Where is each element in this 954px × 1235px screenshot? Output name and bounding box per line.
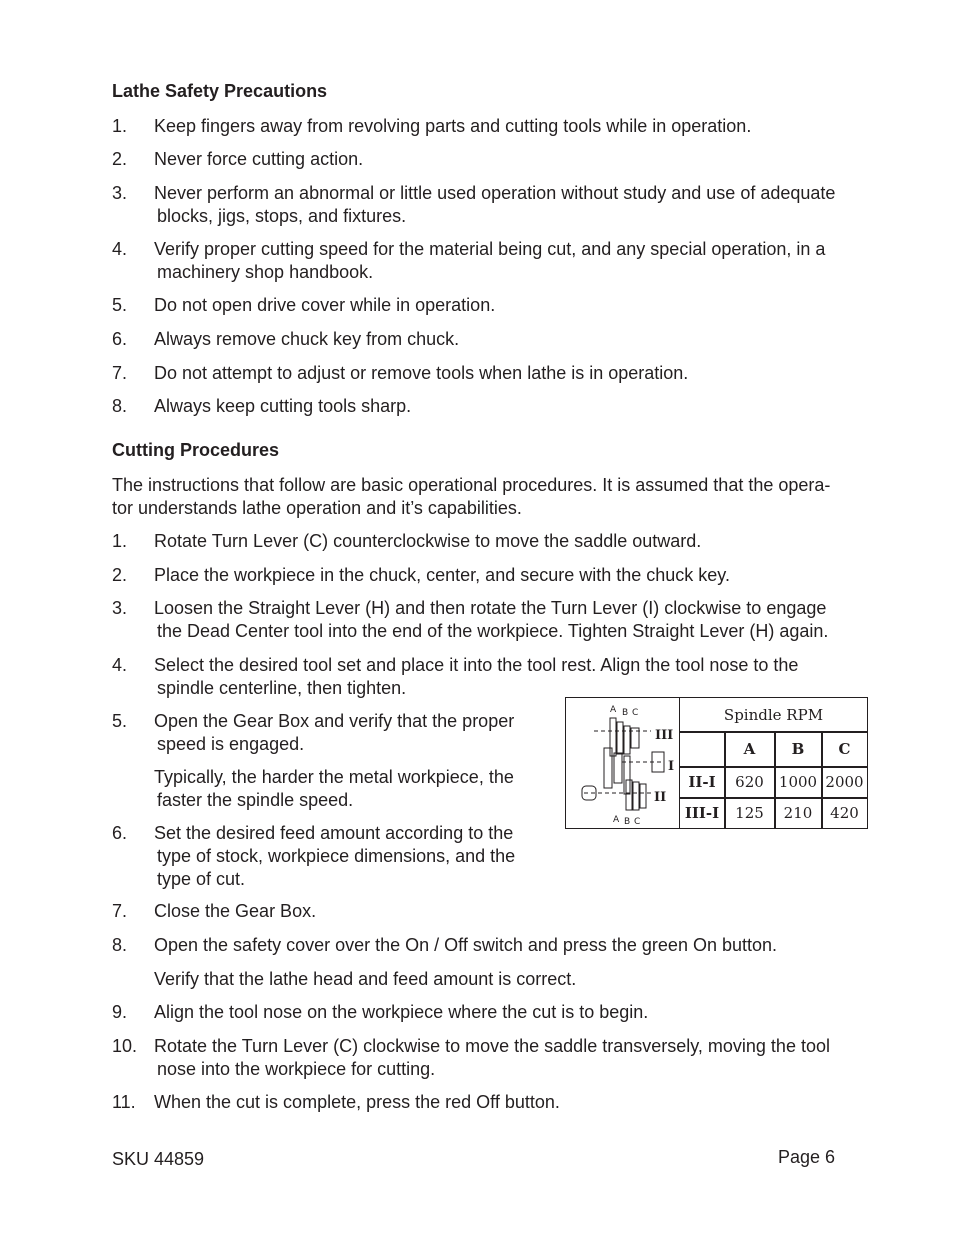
- item-number: 3.: [112, 598, 128, 618]
- item-text: [154, 362, 688, 385]
- gear-label-c-top: C: [632, 708, 639, 718]
- cutting-intro: [112, 474, 872, 520]
- item-line: Typically, the harder the metal workpiece, the: [154, 767, 514, 787]
- item-line: Always keep cutting tools sharp.: [154, 396, 412, 416]
- shaft-label-i: I: [668, 759, 675, 774]
- item-text: [154, 395, 411, 418]
- item-number: 2.: [112, 149, 128, 169]
- item-text: [154, 968, 576, 991]
- item-line: Close the Gear Box.: [154, 901, 317, 921]
- item-text: [154, 766, 514, 812]
- col-header-a: A: [743, 740, 756, 758]
- item-line: When the cut is complete, press the red Off button.: [154, 1092, 560, 1112]
- shaft-label-iii: III: [655, 728, 674, 743]
- rpm-value: 420: [830, 804, 859, 822]
- item-line: machinery shop handbook.: [157, 262, 374, 282]
- item-line: faster the spindle speed.: [157, 790, 354, 810]
- item-number: 1.: [112, 531, 128, 551]
- item-text: [154, 822, 515, 891]
- intro-line: tor understands lathe operation and it’s capabilities.: [112, 498, 522, 518]
- gear-label-a-bottom: A: [613, 815, 620, 825]
- item-number: 9.: [112, 1002, 128, 1022]
- cutting-heading: Cutting Procedures: [112, 440, 280, 460]
- item-text: [154, 1035, 830, 1081]
- spindle-rpm-table: [565, 697, 868, 829]
- gear-label-a-top: A: [610, 705, 617, 715]
- item-text: [154, 294, 495, 317]
- item-line: Do not open drive cover while in operation.: [154, 295, 496, 315]
- item-number: 11.: [112, 1092, 136, 1112]
- gear-label-b-top: B: [622, 708, 629, 718]
- item-line: the Dead Center tool into the end of the workpiece. Tighten Straight Lever (H) again.: [157, 621, 829, 641]
- item-line: Never perform an abnormal or little used operation without study and use of adequate: [154, 183, 836, 203]
- col-header-c: C: [838, 740, 851, 758]
- item-number: 4.: [112, 655, 128, 675]
- rpm-value: 620: [735, 773, 764, 791]
- rpm-value: 210: [783, 804, 813, 822]
- item-line: Loosen the Straight Lever (H) and then rotate the Turn Lever (I) clockwise to engage: [154, 598, 827, 618]
- item-number: 6.: [112, 329, 128, 349]
- item-text: [154, 934, 777, 957]
- item-line: Rotate the Turn Lever (C) clockwise to move the saddle transversely, moving the tool: [154, 1036, 830, 1056]
- item-text: [154, 564, 730, 587]
- row-label-ii-i: II-I: [688, 773, 716, 791]
- item-text: [154, 710, 514, 756]
- item-line: Always remove chuck key from chuck.: [154, 329, 460, 349]
- item-line: Verify proper cutting speed for the material being cut, and any special operation, in a: [154, 239, 826, 259]
- shaft-label-ii: II: [654, 790, 667, 805]
- col-header-b: B: [791, 740, 805, 758]
- gear-label-c-bottom: C: [634, 817, 641, 827]
- intro-line: The instructions that follow are basic operational procedures. It is assumed that the opera-: [112, 475, 831, 495]
- rpm-title: Spindle RPM: [723, 705, 824, 724]
- item-text: [154, 1091, 560, 1114]
- item-line: Place the workpiece in the chuck, center, and secure with the chuck key.: [154, 565, 730, 585]
- gear-label-b-bottom: B: [624, 817, 631, 827]
- item-number: 7.: [112, 363, 128, 383]
- rpm-value: 2000: [825, 773, 864, 791]
- item-text: [154, 530, 701, 553]
- item-line: type of stock, workpiece dimensions, and the: [157, 846, 516, 866]
- item-number: 5.: [112, 295, 128, 315]
- item-number: 8.: [112, 396, 128, 416]
- item-text: [154, 654, 798, 700]
- item-text: [154, 182, 835, 228]
- item-line: Never force cutting action.: [154, 149, 364, 169]
- item-number: 4.: [112, 239, 128, 259]
- rpm-value: 125: [735, 804, 764, 822]
- item-number: 5.: [112, 711, 128, 731]
- item-text: [154, 1001, 648, 1024]
- footer-sku: SKU 44859: [112, 1149, 205, 1169]
- item-line: spindle centerline, then tighten.: [157, 678, 407, 698]
- item-number: 8.: [112, 935, 128, 955]
- item-line: Select the desired tool set and place it into the tool rest. Align the tool nose to the: [154, 655, 799, 675]
- item-number: 10.: [112, 1036, 138, 1056]
- row-label-iii-i: III-I: [684, 804, 720, 822]
- item-text: [154, 597, 828, 643]
- rpm-value: 1000: [778, 773, 818, 791]
- item-line: Open the Gear Box and verify that the proper: [154, 711, 515, 731]
- item-number: 7.: [112, 901, 128, 921]
- item-line: Rotate Turn Lever (C) counterclockwise to move the saddle outward.: [154, 531, 702, 551]
- safety-heading: Lathe Safety Precautions: [112, 81, 328, 101]
- item-number: 3.: [112, 183, 128, 203]
- item-line: Verify that the lathe head and feed amount is correct.: [154, 969, 577, 989]
- item-text: [154, 328, 459, 351]
- item-number: 2.: [112, 565, 128, 585]
- item-line: Do not attempt to adjust or remove tools when lathe is in operation.: [154, 363, 689, 383]
- item-line: blocks, jigs, stops, and fixtures.: [157, 206, 407, 226]
- item-text: [154, 238, 825, 284]
- item-line: Align the tool nose on the workpiece where the cut is to begin.: [154, 1002, 649, 1022]
- item-line: Keep fingers away from revolving parts and cutting tools while in operation.: [154, 116, 752, 136]
- item-number: 1.: [112, 116, 128, 136]
- item-line: nose into the workpiece for cutting.: [157, 1059, 436, 1079]
- item-line: Open the safety cover over the On / Off switch and press the green On button.: [154, 935, 778, 955]
- item-line: Set the desired feed amount according to the: [154, 823, 514, 843]
- item-number: 6.: [112, 823, 128, 843]
- rpm-grid: [680, 698, 867, 828]
- item-line: type of cut.: [157, 869, 246, 889]
- item-text: [154, 900, 316, 923]
- gear-train-figure: [566, 698, 679, 828]
- item-line: speed is engaged.: [157, 734, 305, 754]
- footer-page-number: Page 6: [778, 1147, 836, 1167]
- item-text: [154, 148, 363, 171]
- gearbox-diagram: [566, 698, 680, 828]
- item-text: [154, 115, 751, 138]
